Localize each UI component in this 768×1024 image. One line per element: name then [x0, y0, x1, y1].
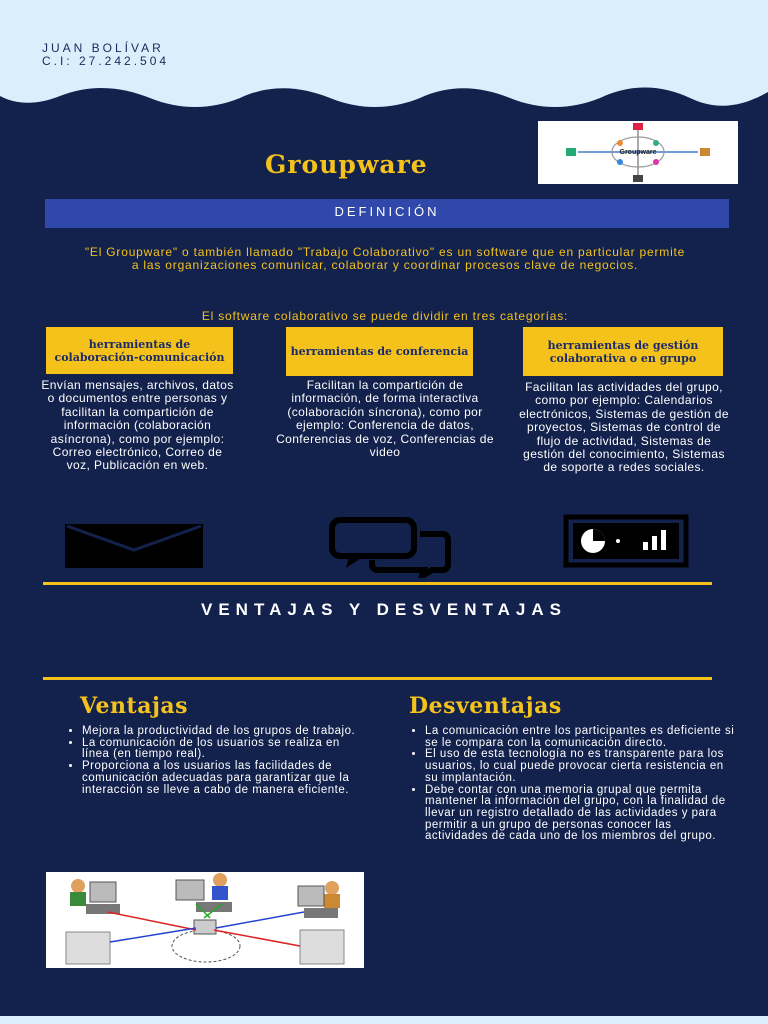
dashboard-chart-icon: [563, 514, 689, 568]
envelope-icon: [64, 523, 204, 569]
category-2-description: Facilitan la compartición de información, de forma interactiva (colaboración síncrona), como por ejemplo: Conferencia de datos, Conferencias de voz, Conferencias de video: [276, 378, 494, 460]
author-block: [42, 42, 169, 68]
list-item: • Proporciona a los usuarios las facilidades de comunicación adecuadas para garantizar que la interacción se lleve a cabo de manera eficiente.: [82, 761, 357, 796]
category-1-description: Envían mensajes, archivos, datos o documentos entre personas y facilitan la compartición de información (colaboración asíncrona), como por ejemplo: Correo electrónico, Correo de voz, Publicación en web.: [41, 378, 234, 473]
section-title: VENTAJAS Y DESVENTAJAS: [201, 600, 567, 619]
disadvantages-list: [407, 726, 735, 843]
bottom-strip: [0, 1016, 768, 1024]
list-item: • Debe contar con una memoria grupal que permita mantener la información del grupo, con la finalidad de llevar un registro detallado de las actividades y para permitir a un grupo de personas conocer las actividades de cada uno de los miembros del grupo.: [425, 785, 735, 844]
chat-bubbles-icon: [328, 516, 452, 578]
categories-intro: El software colaborativo se puede dividir en tres categorías:: [201, 309, 569, 323]
logo-label: Groupware: [619, 149, 657, 156]
list-item: • Mejora la productividad de los grupos de trabajo.: [82, 726, 357, 738]
section-divider-bottom: [43, 677, 712, 680]
category-3-description: Facilitan las actividades del grupo, como por ejemplo: Calendarios electrónicos, Sistemas de gestión de proyectos, Sistemas de control de flujo de actividad, Sistemas de gestión del conocimiento, Sistemas de soporte a redes sociales.: [519, 380, 729, 475]
category-2-title: herramientas de conferencia: [286, 327, 473, 376]
category-3-title: herramientas de gestión colaborativa o en grupo: [523, 327, 723, 376]
definition-heading: DEFINICIÓN: [45, 199, 729, 228]
list-item: • La comunicación de los usuarios se realiza en línea (en tiempo real).: [82, 738, 357, 761]
author-id: C.I: 27.242.504: [42, 54, 170, 68]
advantages-heading: Ventajas: [80, 693, 189, 719]
network-diagram-image: [46, 872, 364, 968]
author-name: JUAN BOLÍVAR: [42, 41, 164, 55]
definition-text: "El Groupware" o también llamado "Trabajo Colaborativo" es un software que en particular permite a las organizaciones comunicar, colaborar y coordinar procesos clave de negocios.: [84, 245, 686, 272]
section-divider-top: [43, 582, 712, 585]
advantages-list: [64, 726, 357, 796]
list-item: • La comunicación entre los participantes es deficiente si se le compara con la comunicación directo.: [425, 726, 735, 749]
category-1-title: herramientas de colaboración-comunicación: [46, 327, 233, 374]
page-title: Groupware: [265, 150, 428, 179]
list-item: • El uso de esta tecnología no es transparente para los usuarios, lo cual puede provocar cierta resistencia en su implantación.: [425, 749, 735, 784]
groupware-logo-image: [538, 121, 738, 184]
disadvantages-heading: Desventajas: [409, 693, 562, 719]
